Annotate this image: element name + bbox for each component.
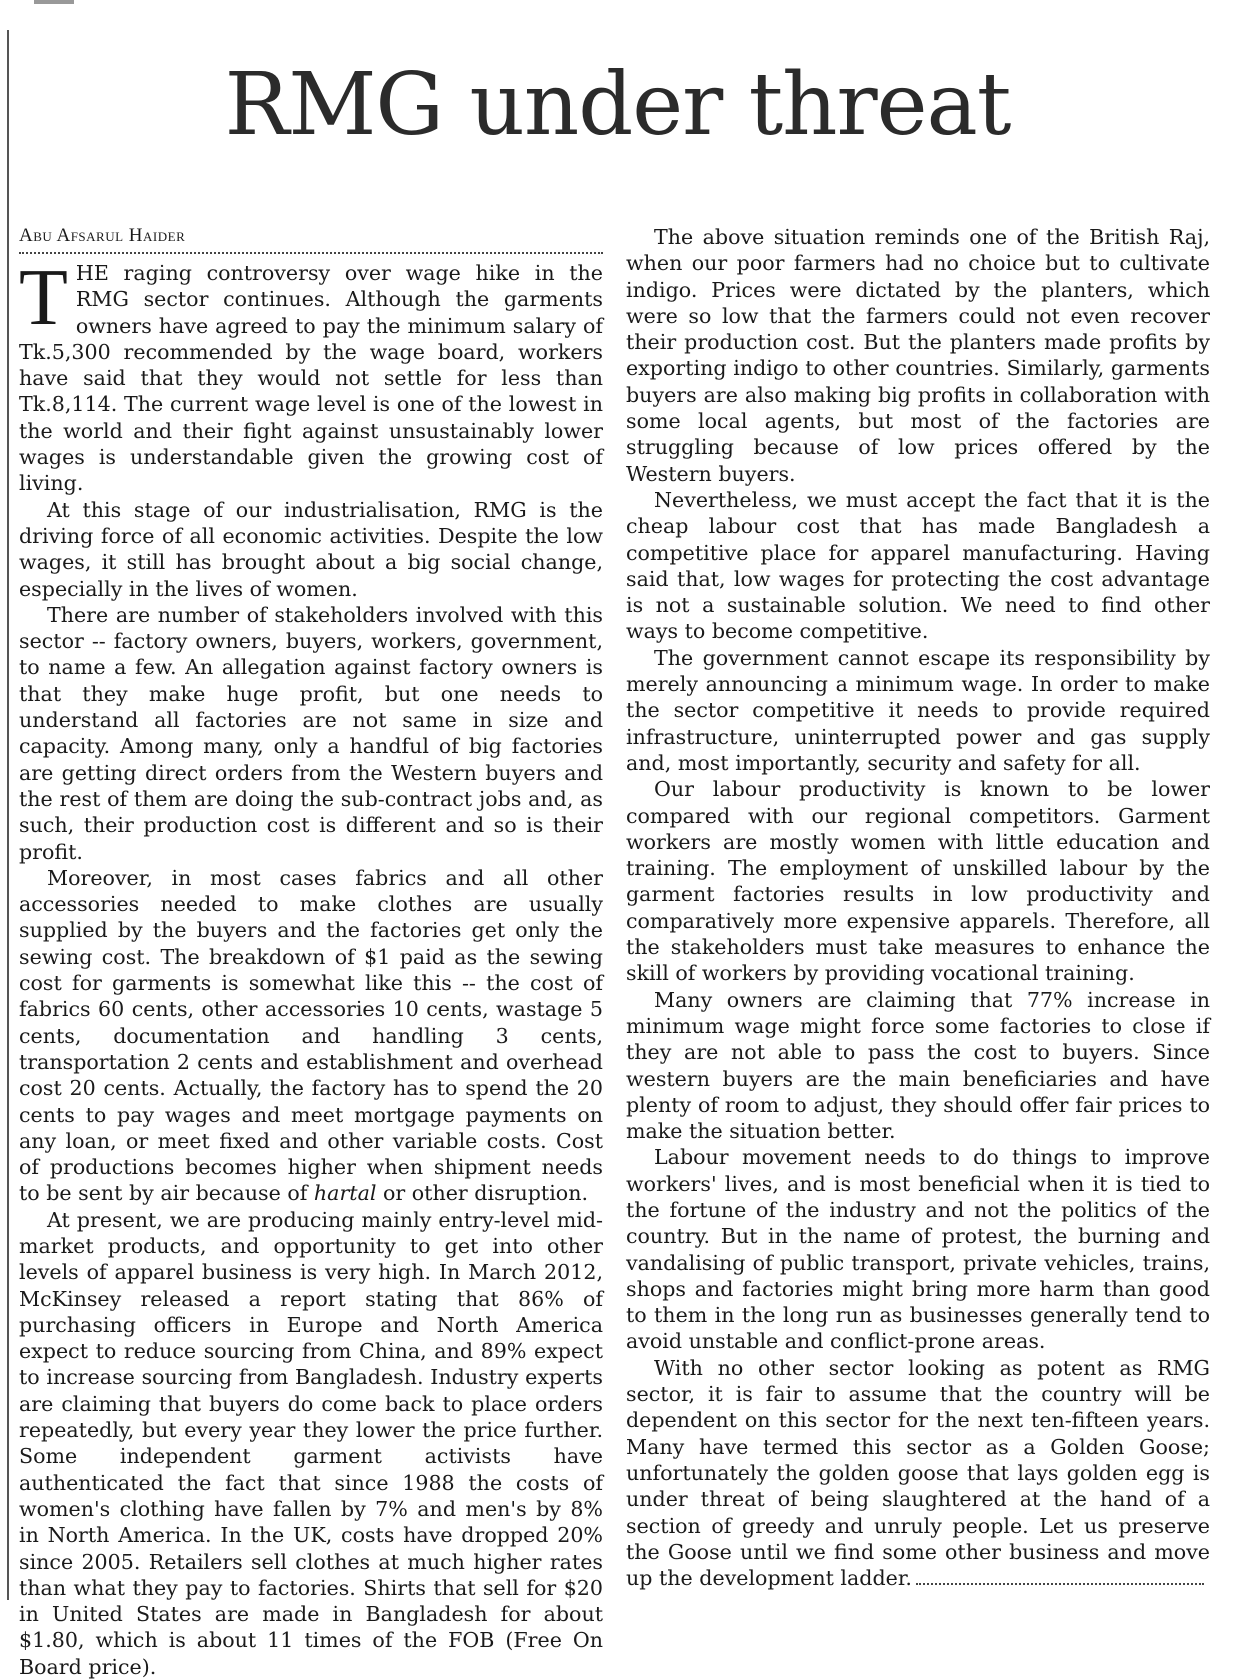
paragraph-9: Our labour productivity is known to be lower compared with our regional competitors. Garment workers are mostly women with little education and training. The employment of unskilled labour by the garment factories results in low productivity and comparatively more expensive apparels. Therefore, all the stakeholders must take measures to enhance the skill of workers by providing vocational training. (626, 777, 1210, 986)
paragraph-8: The government cannot escape its responsibility by merely announcing a minimum wage. In order to make the sector competitive it needs to provide required infrastructure, uninterrupted power and gas supply and, most importantly, security and safety for all. (626, 645, 1210, 775)
top-edge-mark (34, 0, 74, 4)
paragraph-2: At this stage of our industrialisation, RMG is the driving force of all economic activities. Despite the low wages, it still has brought about a big social change, especially in the lives of women. (19, 497, 603, 601)
byline: Abu Afsarul Haider (19, 225, 186, 246)
paragraph-7: Nevertheless, we must accept the fact that it is the cheap labour cost that has made Bangladesh a competitive place for apparel manufacturing. Having said that, low wages for protecting the cost advantage is not a sustainable solution. We need to find other ways to become competitive. (626, 487, 1210, 644)
paragraph-4 (19, 865, 603, 1207)
paragraph-1 (19, 254, 603, 497)
paragraph-1-text: HE raging controversy over wage hike in the RMG sector continues. Although the garments owners have agreed to pay the minimum salary of Tk.5,300 recommended by the wage board, workers have said that they would not settle for less than Tk.8,114. The current wage level is one of the lowest in the world and their fight against unsustainably lower wages is understandable given the growing cost of living. (19, 261, 603, 496)
end-divider (916, 1583, 1204, 1585)
right-column (626, 224, 1210, 1591)
drop-cap: T (19, 254, 68, 342)
column-rule (7, 30, 9, 1600)
paragraph-12 (626, 1355, 1210, 1592)
final-paragraph-text: With no other sector looking as potent as RMG sector, it is fair to assume that the country will be dependent on this sector for the next ten-fifteen years. Many have termed this sector as a Golden Goose; unfortunately the golden goose that lays golden egg is under threat of being slaughtered at the hand of a section of greedy and unruly people. Let us preserve the Goose until we find some other business and move up the development ladder. (626, 1355, 1210, 1591)
left-column (19, 224, 603, 1680)
paragraph-4-text-b: or other disruption. (376, 1181, 589, 1206)
paragraph-6: The above situation reminds one of the British Raj, when our poor farmers had no choice but to cultivate indigo. Prices were dictated by the planters, which were so low that the farmers could not even recover their production cost. But the planters made profits by exporting indigo to other countries. Similarly, garments buyers are also making big profits in collaboration with some local agents, but most of the factories are struggling because of low prices offered by the Western buyers. (626, 225, 1210, 486)
paragraph-4-text-a: Moreover, in most cases fabrics and all other accessories needed to make clothes are usually supplied by the buyers and the factories get only the sewing cost. The breakdown of $1 paid as the sewing cost for garments is somewhat like this -- the cost of fabrics 60 cents, other accessories 10 cents, wastage 5 cents, documentation and handling 3 cents, transportation 2 cents and establishment and overhead cost 20 cents. Actually, the factory has to spend the 20 cents to pay wages and meet mortgage payments on any loan, or meet fixed and other variable costs. Cost of productions becomes higher when shipment needs to be sent by air because of (19, 865, 603, 1206)
headline: RMG under threat (224, 55, 1011, 155)
paragraph-5: At present, we are producing mainly entry-level mid-market products, and opportunity to get into other levels of apparel business is very high. In March 2012, McKinsey released a report stating that 86% of purchasing officers in Europe and North America expect to reduce sourcing from China, and 89% expect to increase sourcing from Bangladesh. Industry experts are claiming that buyers do come back to place orders repeatedly, but every year they lower the price further. Some independent garment activists have authenticated the fact that since 1988 the costs of women's clothing have fallen by 7% and men's by 8% in North America. In the UK, costs have dropped 20% since 2005. Retailers sell clothes at much higher rates than what they pay to factories. Shirts that sell for $20 in United States are made in Bangladesh for about $1.80, which is about 11 times of the FOB (Free On Board price). (19, 1207, 603, 1679)
hartal-italic: hartal (313, 1181, 377, 1206)
paragraph-3: There are number of stakeholders involved with this sector -- factory owners, buyers, workers, government, to name a few. An allegation against factory owners is that they make huge profit, but one needs to understand all factories are not same in size and capacity. Among many, only a handful of big factories are getting direct orders from the Western buyers and the rest of them are doing the sub-contract jobs and, as such, their production cost is different and so is their profit. (19, 602, 603, 864)
paragraph-10: Many owners are claiming that 77% increase in minimum wage might force some factories to close if they are not able to pass the cost to buyers. Since western buyers are the main beneficiaries and have plenty of room to adjust, they should offer fair prices to make the situation better. (626, 987, 1210, 1144)
byline-divider (19, 252, 603, 254)
paragraph-11: Labour movement needs to do things to improve workers' lives, and is most beneficial when it is tied to the fortune of the industry and not the politics of the country. But in the name of protest, the burning and vandalising of public transport, private vehicles, trains, shops and factories might bring more harm than good to them in the long run as businesses generally tend to avoid unstable and conflict-prone areas. (626, 1145, 1210, 1354)
